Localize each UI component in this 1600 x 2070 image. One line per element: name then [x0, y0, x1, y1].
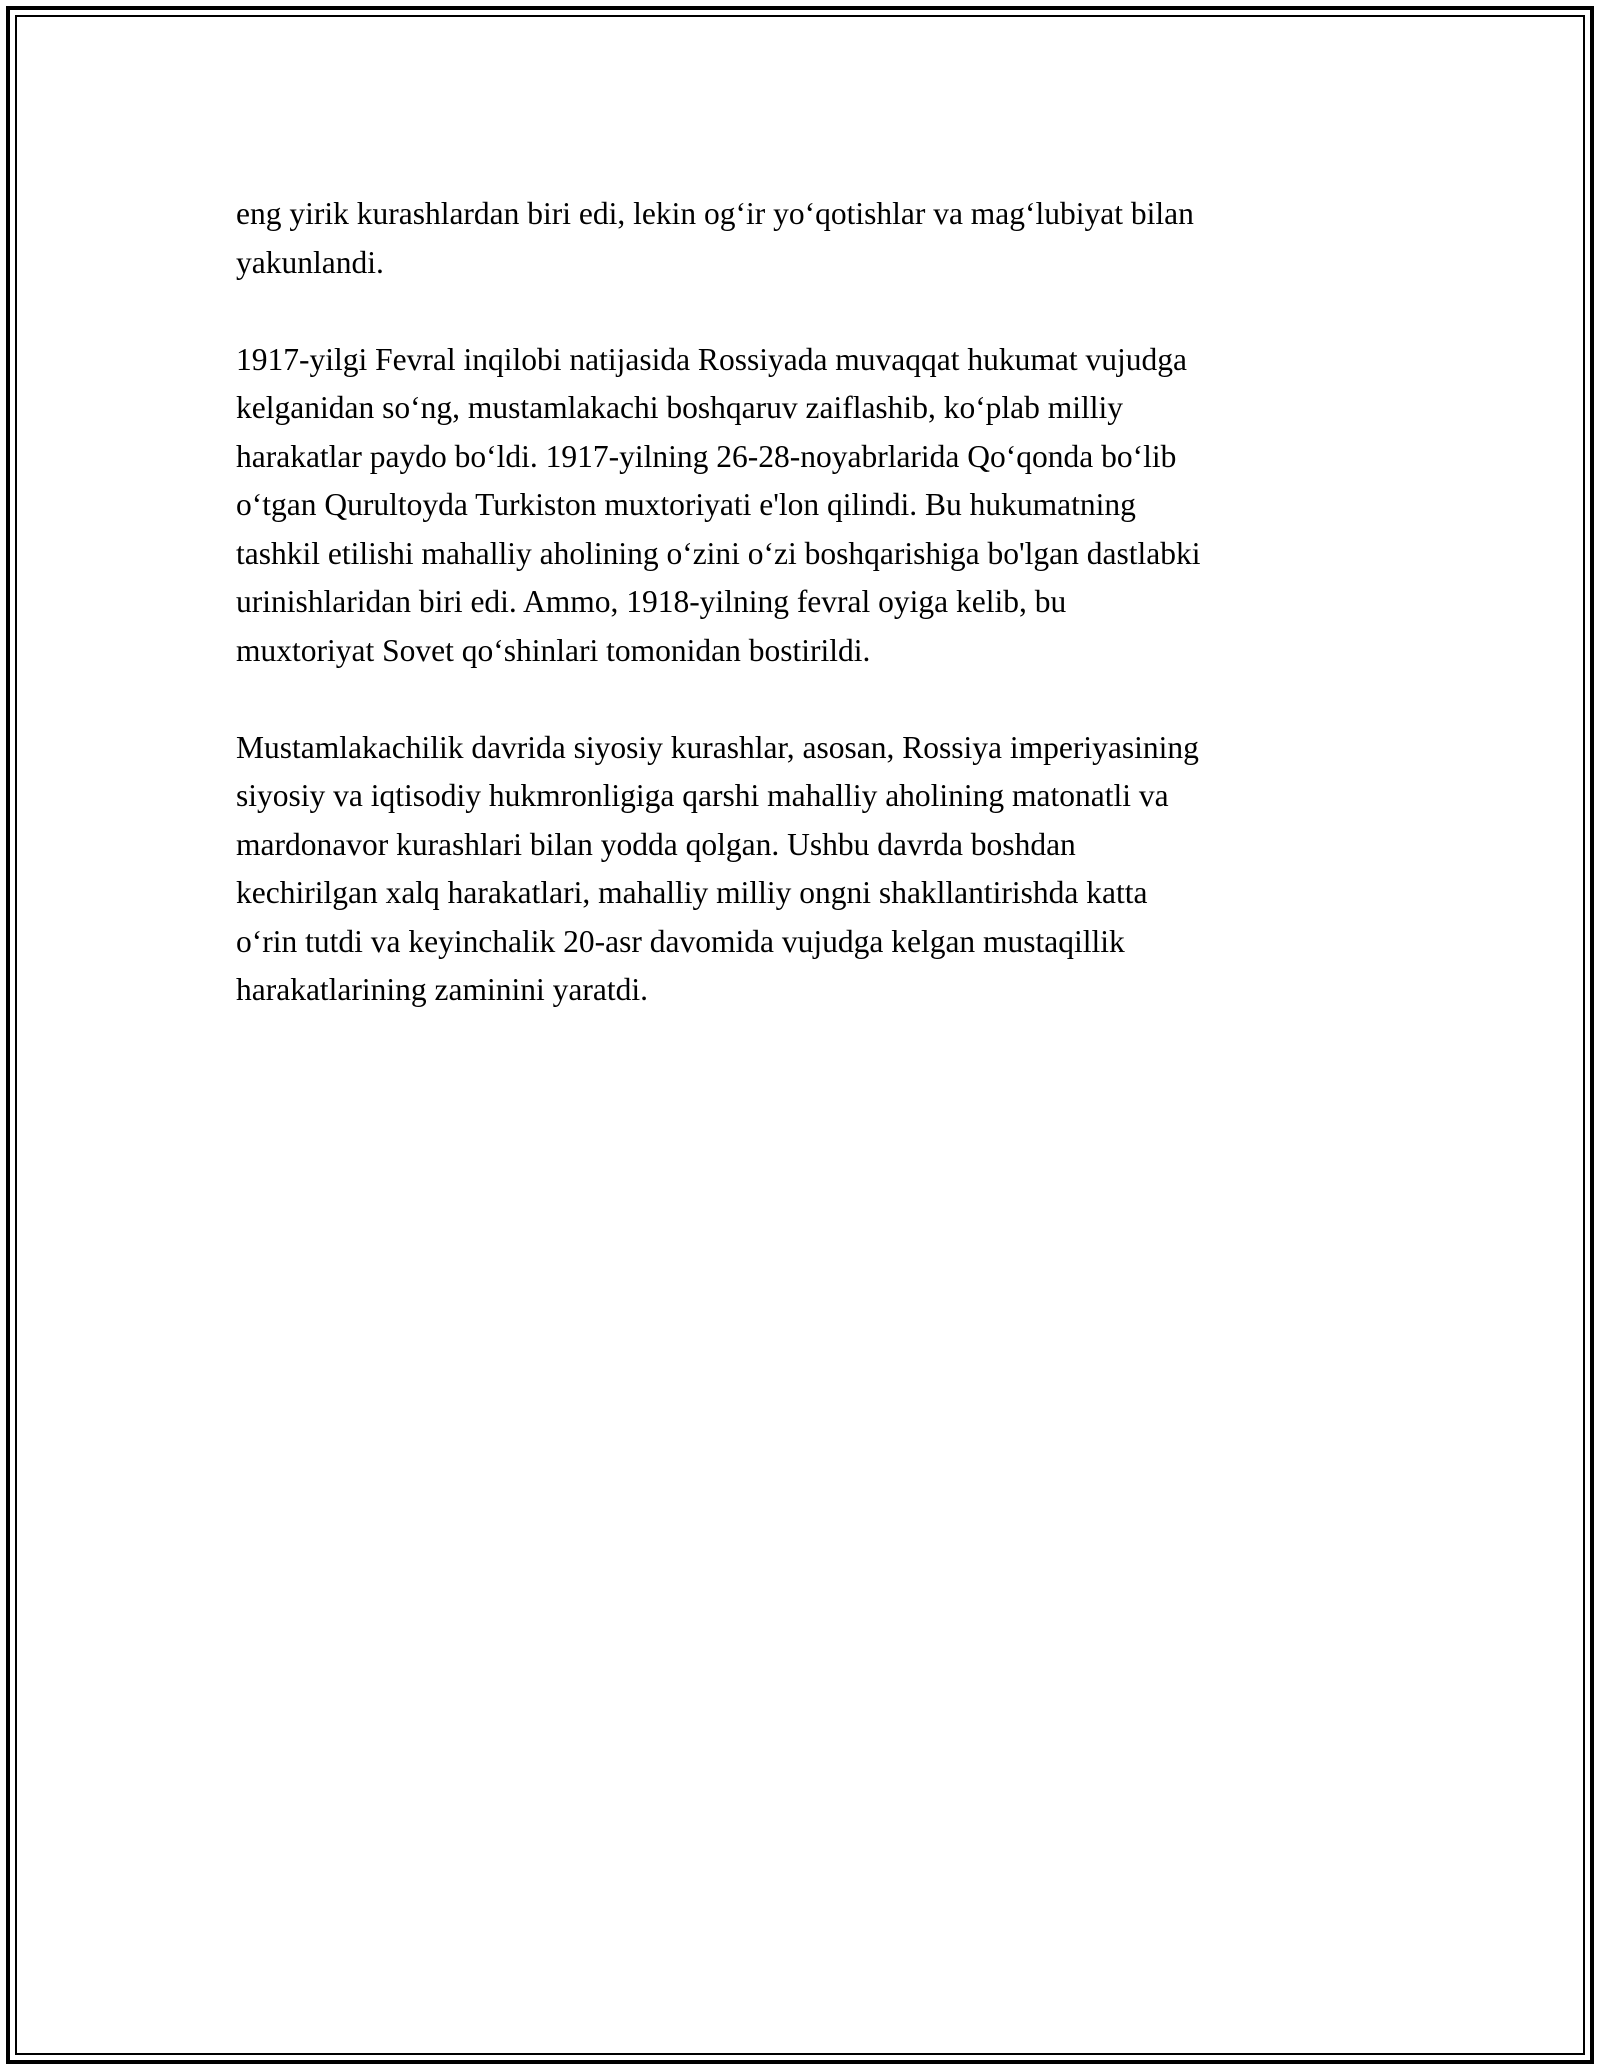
text-line: mardonavor kurashlari bilan yodda qolgan. Ushbu davrda boshdan — [236, 826, 1076, 862]
paragraph-2 — [236, 336, 1366, 676]
text-line: harakatlarining zaminini yaratdi. — [236, 972, 648, 1007]
text-line: o‘tgan Qurultoyda Turkiston muxtoriyati e'lon qilindi. Bu hukumatning — [236, 487, 1136, 522]
text-line: yakunlandi. — [236, 244, 384, 280]
paragraph-3 — [236, 724, 1366, 1015]
text-line: siyosiy va iqtisodiy hukmronligiga qarshi mahalliy aholining matonatli va — [236, 778, 1169, 813]
text-line: urinishlaridan biri edi. Ammo, 1918-yilning fevral oyiga kelib, bu — [236, 584, 1067, 619]
paragraph-1 — [236, 190, 1366, 287]
text-line: kelganidan so‘ng, mustamlakachi boshqaruv zaiflashib, ko‘plab milliy — [236, 390, 1124, 425]
text-line: tashkil etilishi mahalliy aholining o‘zini o‘zi boshqarishiga bo'lgan dastlabki — [236, 535, 1201, 571]
text-line: o‘rin tutdi va keyinchalik 20-asr davomida vujudga kelgan mustaqillik — [236, 923, 1125, 959]
document-body — [236, 190, 1366, 1063]
text-line: eng yirik kurashlardan biri edi, lekin og‘ir yo‘qotishlar va mag‘lubiyat bilan — [236, 196, 1194, 231]
text-line: kechirilgan xalq harakatlari, mahalliy milliy ongni shakllantirishda katta — [236, 875, 1148, 910]
text-line: Mustamlakachilik davrida siyosiy kurashlar, asosan, Rossiya imperiyasining — [236, 729, 1199, 765]
text-line: 1917-yilgi Fevral inqilobi natijasida Rossiyada muvaqqat hukumat vujudga — [236, 341, 1187, 377]
text-line: harakatlar paydo bo‘ldi. 1917-yilning 26-28-noyabrlarida Qo‘qonda bo‘lib — [236, 438, 1177, 474]
text-line: muxtoriyat Sovet qo‘shinlari tomonidan bostirildi. — [236, 632, 871, 668]
